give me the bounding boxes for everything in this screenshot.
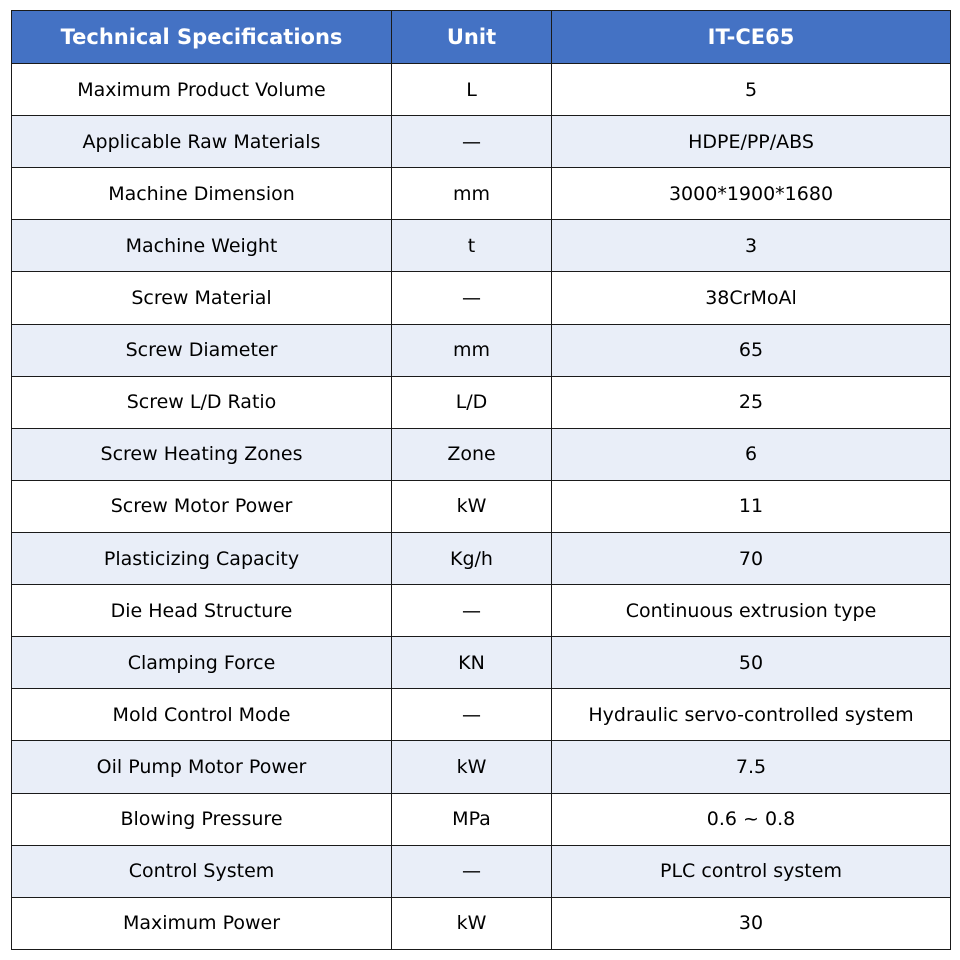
unit-cell: — — [392, 585, 552, 637]
unit-cell: — — [392, 116, 552, 168]
table-row — [12, 428, 951, 480]
table-header — [12, 11, 951, 64]
unit-cell: — — [392, 272, 552, 324]
table-row — [12, 480, 951, 532]
table-row — [12, 585, 951, 637]
header-model: IT-CE65 — [552, 11, 951, 64]
table-row — [12, 220, 951, 272]
header-technical-specifications: Technical Specifications — [12, 11, 392, 64]
unit-cell: Kg/h — [392, 532, 552, 584]
value-cell: 11 — [552, 480, 951, 532]
spec-cell: Machine Dimension — [12, 168, 392, 220]
unit-cell: kW — [392, 897, 552, 949]
spec-cell: Machine Weight — [12, 220, 392, 272]
table-row — [12, 637, 951, 689]
unit-cell: t — [392, 220, 552, 272]
spec-cell: Maximum Product Volume — [12, 64, 392, 116]
header-unit: Unit — [392, 11, 552, 64]
table-row — [12, 532, 951, 584]
table-row — [12, 741, 951, 793]
value-cell: 6 — [552, 428, 951, 480]
value-cell: 25 — [552, 376, 951, 428]
table-row — [12, 116, 951, 168]
value-cell: Hydraulic servo-controlled system — [552, 689, 951, 741]
value-cell: 0.6 ~ 0.8 — [552, 793, 951, 845]
unit-cell: mm — [392, 168, 552, 220]
value-cell: 30 — [552, 897, 951, 949]
spec-cell: Mold Control Mode — [12, 689, 392, 741]
spec-cell: Maximum Power — [12, 897, 392, 949]
unit-cell: — — [392, 845, 552, 897]
spec-cell: Applicable Raw Materials — [12, 116, 392, 168]
value-cell: 5 — [552, 64, 951, 116]
spec-cell: Screw Heating Zones — [12, 428, 392, 480]
value-cell: 38CrMoAl — [552, 272, 951, 324]
spec-cell: Screw Material — [12, 272, 392, 324]
value-cell: HDPE/PP/ABS — [552, 116, 951, 168]
table-row — [12, 793, 951, 845]
unit-cell: KN — [392, 637, 552, 689]
spec-cell: Plasticizing Capacity — [12, 532, 392, 584]
spec-table — [11, 10, 951, 950]
unit-cell: Zone — [392, 428, 552, 480]
spec-cell: Oil Pump Motor Power — [12, 741, 392, 793]
table-row — [12, 689, 951, 741]
unit-cell: — — [392, 689, 552, 741]
value-cell: 3000*1900*1680 — [552, 168, 951, 220]
table-row — [12, 272, 951, 324]
spec-cell: Control System — [12, 845, 392, 897]
spec-cell: Clamping Force — [12, 637, 392, 689]
unit-cell: kW — [392, 741, 552, 793]
value-cell: PLC control system — [552, 845, 951, 897]
table-row — [12, 845, 951, 897]
spec-cell: Screw Diameter — [12, 324, 392, 376]
unit-cell: mm — [392, 324, 552, 376]
unit-cell: L/D — [392, 376, 552, 428]
spec-cell: Screw L/D Ratio — [12, 376, 392, 428]
value-cell: 50 — [552, 637, 951, 689]
value-cell: 70 — [552, 532, 951, 584]
spec-cell: Die Head Structure — [12, 585, 392, 637]
unit-cell: kW — [392, 480, 552, 532]
table-row — [12, 376, 951, 428]
unit-cell: L — [392, 64, 552, 116]
unit-cell: MPa — [392, 793, 552, 845]
table-row — [12, 64, 951, 116]
table-row — [12, 897, 951, 949]
table-body — [12, 64, 951, 950]
header-row — [12, 11, 951, 64]
spec-cell: Blowing Pressure — [12, 793, 392, 845]
spec-cell: Screw Motor Power — [12, 480, 392, 532]
value-cell: Continuous extrusion type — [552, 585, 951, 637]
value-cell: 7.5 — [552, 741, 951, 793]
table-row — [12, 168, 951, 220]
table-row — [12, 324, 951, 376]
value-cell: 65 — [552, 324, 951, 376]
value-cell: 3 — [552, 220, 951, 272]
